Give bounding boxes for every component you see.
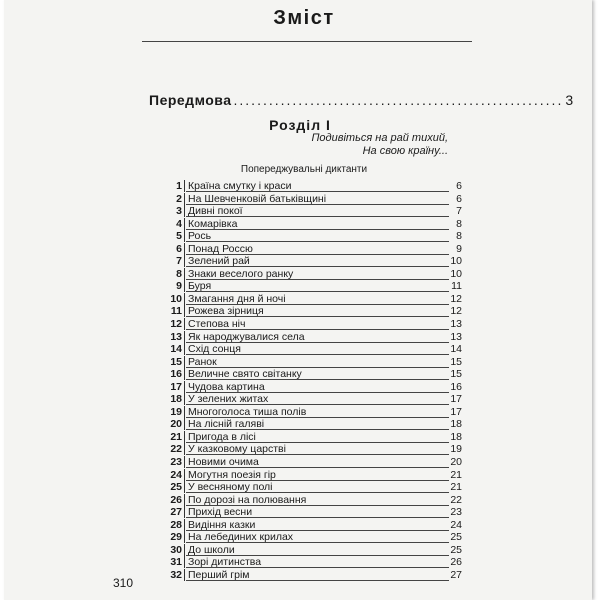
toc-entry-title: До школи xyxy=(188,543,235,556)
toc-entry-number: 28 xyxy=(170,518,182,531)
toc-entry-title-cell xyxy=(186,481,449,493)
toc-row xyxy=(150,280,462,293)
toc-entry-number: 5 xyxy=(176,230,182,243)
toc-entry-page: 8 xyxy=(456,217,462,230)
toc-entry-title: Чудова картина xyxy=(188,380,265,393)
toc-entry-page: 14 xyxy=(450,343,462,356)
toc-entry-number: 29 xyxy=(170,531,182,544)
toc-entry-title: Рожева зірниця xyxy=(188,305,264,318)
toc-entry-title: Буря xyxy=(188,280,212,293)
toc-entry-number: 7 xyxy=(176,255,182,268)
toc-entry-title: Новими очима xyxy=(188,456,259,469)
toc-entry-number: 27 xyxy=(170,506,182,519)
toc-entry-title-cell xyxy=(186,255,449,267)
toc-entry-title: На лісній галяві xyxy=(188,418,265,431)
toc-row xyxy=(150,230,462,243)
toc-row xyxy=(150,331,462,344)
book-page xyxy=(4,0,592,600)
toc-row xyxy=(150,268,462,281)
toc-entry-title: Ранок xyxy=(188,355,217,368)
toc-entry-title: Зелений рай xyxy=(188,255,250,268)
toc-entry-number: 21 xyxy=(170,430,182,443)
toc-entry-title: Понад Россю xyxy=(188,242,253,255)
toc-row xyxy=(150,356,462,369)
epigraph-line-2: На свою країну... xyxy=(362,145,448,157)
toc-row xyxy=(150,381,462,394)
toc-entry-title-cell xyxy=(186,556,449,568)
toc-entry-number: 4 xyxy=(176,217,182,230)
toc-entry-number: 18 xyxy=(170,393,182,406)
toc-entry-title: Могутня поезія гір xyxy=(188,468,276,481)
toc-entry-number: 8 xyxy=(176,267,182,280)
toc-row xyxy=(150,494,462,507)
toc-entry-title: Дивні покої xyxy=(188,205,243,218)
toc-entry-title: У казковому царстві xyxy=(188,443,286,456)
toc-entry-number: 10 xyxy=(170,292,182,305)
toc-entry-number: 24 xyxy=(170,468,182,481)
preface-entry xyxy=(149,92,574,110)
toc-entry-title-cell xyxy=(186,343,449,355)
toc-entry-title-cell xyxy=(186,230,449,242)
toc-row xyxy=(150,368,462,381)
toc-entry-page: 16 xyxy=(450,380,462,393)
toc-entry-page: 6 xyxy=(456,180,462,192)
toc-entry-title-cell xyxy=(186,469,449,481)
toc-entry-number: 17 xyxy=(170,380,182,393)
toc-entry-title: Зорі дитинства xyxy=(188,556,262,569)
toc-entry-title: По дорозі на полювання xyxy=(188,493,307,506)
toc-row xyxy=(150,255,462,268)
toc-entry-number: 13 xyxy=(170,330,182,343)
toc-entry-title: У зелених житах xyxy=(188,393,269,406)
toc-entry-title-cell xyxy=(186,531,449,543)
toc-entry-title-cell xyxy=(186,356,449,368)
toc-entry-title-cell xyxy=(186,280,449,292)
page-title: Зміст xyxy=(273,7,335,29)
toc-entry-number: 6 xyxy=(176,242,182,255)
toc-row xyxy=(150,469,462,482)
toc-row xyxy=(150,293,462,306)
toc-entry-number: 20 xyxy=(170,418,182,431)
toc-entry-page: 27 xyxy=(450,568,462,581)
toc-entry-page: 10 xyxy=(450,267,462,280)
toc-entry-number: 3 xyxy=(176,205,182,218)
table-of-contents xyxy=(150,180,462,582)
toc-entry-title-cell xyxy=(186,305,449,317)
toc-entry-page: 22 xyxy=(450,493,462,506)
toc-entry-number: 12 xyxy=(170,318,182,331)
toc-entry-title-cell xyxy=(186,494,449,506)
toc-row xyxy=(150,481,462,494)
toc-entry-title: Рось xyxy=(188,230,212,243)
toc-entry-page: 21 xyxy=(450,481,462,494)
toc-entry-title-cell xyxy=(186,243,449,255)
toc-entry-number: 30 xyxy=(170,543,182,556)
toc-entry-title: На Шевченковій батьківщині xyxy=(188,192,327,205)
preface-label: Передмова xyxy=(149,92,232,108)
toc-entry-title-cell xyxy=(186,368,449,380)
toc-entry-title-cell xyxy=(186,418,449,430)
toc-entry-number: 9 xyxy=(176,280,182,293)
toc-entry-title-cell xyxy=(186,268,449,280)
toc-entry-title-cell xyxy=(186,443,449,455)
toc-entry-page: 11 xyxy=(451,280,462,293)
toc-entry-page: 21 xyxy=(450,468,462,481)
toc-entry-title: Степова ніч xyxy=(188,318,246,331)
toc-row xyxy=(150,544,462,557)
toc-row xyxy=(150,305,462,318)
toc-entry-page: 10 xyxy=(450,255,462,268)
toc-entry-title: Знаки веселого ранку xyxy=(188,267,294,280)
toc-row xyxy=(150,431,462,444)
toc-entry-title-cell xyxy=(186,406,449,418)
toc-row xyxy=(150,218,462,231)
toc-entry-title-cell xyxy=(186,544,449,556)
toc-entry-number: 32 xyxy=(170,568,182,581)
toc-row xyxy=(150,205,462,218)
epigraph-line-1: Подивіться на рай тихий, xyxy=(311,132,448,144)
toc-entry-title: Комарівка xyxy=(188,217,238,230)
toc-row xyxy=(150,180,462,193)
toc-row xyxy=(150,443,462,456)
preface-page-number: 3 xyxy=(565,92,574,108)
toc-entry-number: 22 xyxy=(170,443,182,456)
toc-entry-page: 9 xyxy=(456,242,462,255)
toc-row xyxy=(150,318,462,331)
epigraph xyxy=(300,132,448,158)
toc-entry-title: У весняному полі xyxy=(188,481,273,494)
toc-entry-number: 1 xyxy=(176,180,182,192)
toc-entry-page: 24 xyxy=(450,518,462,531)
toc-entry-page: 8 xyxy=(456,230,462,243)
toc-entry-title-cell xyxy=(186,193,449,205)
toc-entry-page: 7 xyxy=(456,205,462,218)
toc-entry-title-cell xyxy=(186,456,449,468)
title-divider xyxy=(142,41,472,42)
toc-row xyxy=(150,193,462,206)
toc-row xyxy=(150,406,462,419)
toc-entry-page: 25 xyxy=(450,543,462,556)
toc-entry-number: 11 xyxy=(170,305,182,318)
toc-entry-page: 18 xyxy=(450,418,462,431)
toc-row xyxy=(150,418,462,431)
toc-row xyxy=(150,243,462,256)
toc-entry-title: Видіння казки xyxy=(188,518,256,531)
page-number: 310 xyxy=(113,576,134,590)
toc-row xyxy=(150,531,462,544)
toc-entry-number: 26 xyxy=(170,493,182,506)
toc-entry-page: 23 xyxy=(450,506,462,519)
toc-entry-title-cell xyxy=(186,331,449,343)
toc-entry-title: Як народжувалися села xyxy=(188,330,305,343)
toc-entry-title: Пригода в лісі xyxy=(188,430,256,443)
toc-entry-number: 15 xyxy=(170,355,182,368)
toc-entry-title-cell xyxy=(186,218,449,230)
toc-entry-page: 13 xyxy=(450,330,462,343)
toc-entry-title-cell xyxy=(186,205,449,217)
toc-entry-page: 15 xyxy=(450,368,462,381)
toc-entry-page: 26 xyxy=(450,556,462,569)
toc-entry-page: 20 xyxy=(450,456,462,469)
toc-row xyxy=(150,519,462,532)
toc-entry-title-cell xyxy=(186,431,449,443)
toc-entry-number: 2 xyxy=(176,192,182,205)
subsection-title: Попереджувальні диктанти xyxy=(240,164,368,175)
toc-entry-title-cell xyxy=(186,506,449,518)
toc-entry-title: Змагання дня й ночі xyxy=(188,292,286,305)
toc-entry-page: 17 xyxy=(450,405,462,418)
toc-entry-title: Країна смутку і краси xyxy=(188,180,292,192)
toc-entry-number: 25 xyxy=(170,481,182,494)
toc-row xyxy=(150,456,462,469)
toc-entry-page: 17 xyxy=(450,393,462,406)
toc-row xyxy=(150,556,462,569)
toc-entry-title: Схід сонця xyxy=(188,343,241,356)
toc-entry-title-cell xyxy=(186,519,449,531)
toc-entry-page: 6 xyxy=(456,192,462,205)
toc-entry-title: Многоголоса тиша полів xyxy=(188,405,307,418)
toc-row xyxy=(150,393,462,406)
toc-entry-number: 19 xyxy=(170,405,182,418)
toc-entry-title: Прихід весни xyxy=(188,506,253,519)
toc-entry-page: 19 xyxy=(450,443,462,456)
toc-entry-page: 12 xyxy=(450,292,462,305)
toc-row xyxy=(150,569,462,582)
toc-entry-number: 31 xyxy=(170,556,182,569)
preface-leader-dots: ........................................................ xyxy=(233,92,564,108)
toc-entry-title: На лебединих крилах xyxy=(188,531,294,544)
toc-entry-page: 13 xyxy=(450,318,462,331)
toc-entry-title-cell xyxy=(186,180,449,192)
toc-entry-page: 18 xyxy=(450,430,462,443)
toc-entry-title: Величне свято світанку xyxy=(188,368,302,381)
toc-entry-title-cell xyxy=(186,293,449,305)
toc-entry-page: 15 xyxy=(450,355,462,368)
section-heading: Розділ I xyxy=(269,117,331,133)
toc-row xyxy=(150,343,462,356)
toc-entry-title-cell xyxy=(186,381,449,393)
toc-entry-page: 12 xyxy=(450,305,462,318)
toc-entry-title-cell xyxy=(186,393,449,405)
toc-entry-number: 16 xyxy=(170,368,182,381)
toc-entry-title-cell xyxy=(186,569,449,581)
toc-row xyxy=(150,506,462,519)
toc-entry-title: Перший грім xyxy=(188,568,250,581)
toc-entry-number: 14 xyxy=(170,343,182,356)
toc-entry-number: 23 xyxy=(170,456,182,469)
toc-entry-title-cell xyxy=(186,318,449,330)
toc-entry-page: 25 xyxy=(450,531,462,544)
